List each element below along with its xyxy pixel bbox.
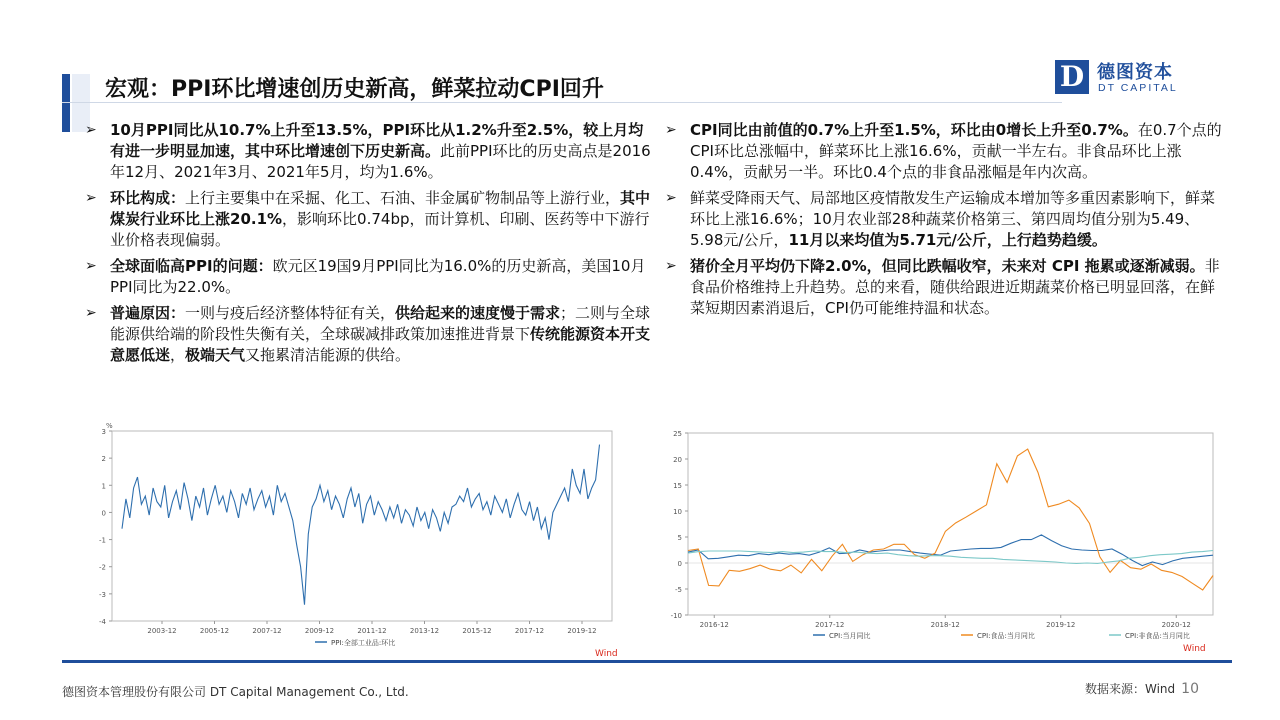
x-tick-label: 2017-12: [815, 621, 845, 629]
x-tick-label: 2015-12: [462, 627, 492, 635]
bullet-text: 此前PPI环比的历史高点是2016年12月、2021年3月、2021年5月，均为1.6%。: [110, 142, 651, 181]
right-text-column: [665, 120, 1225, 324]
y-tick-label: 1: [101, 482, 106, 491]
bullet-bold-text: 普遍原因：: [110, 304, 186, 322]
x-tick-label: 2007-12: [252, 627, 282, 635]
logo-mark: D: [1055, 60, 1089, 94]
bullet-text: 欧元区19国9月PPI同比为16.0%的历史新高，美国10月PPI同比为22.0%。: [110, 257, 646, 296]
y-tick-label: 5: [677, 534, 682, 542]
left-bullet-reasons: [85, 303, 655, 366]
legend-label: CPI:非食品:当月同比: [1125, 632, 1190, 640]
y-tick-label: -2: [99, 563, 106, 572]
bullet-bold-text: 10月PPI同比从10.7%上升至13.5%，PPI环比从1.2%升至2.5%，较上月均有进一步明显加速，其中环比增速创下历史新高。: [110, 121, 644, 160]
bullet-bold-text: 环比构成：: [110, 189, 186, 207]
bullet-bold-text: CPI同比由前值的0.7%上升至1.5%，环比由0增长上升至0.7%。: [690, 121, 1138, 139]
y-tick-label: 10: [673, 508, 682, 516]
footer-source-text: 数据来源：Wind: [1085, 682, 1176, 696]
x-tick-label: 2005-12: [199, 627, 230, 635]
bullet-bold-text: 全球面临高PPI的问题：: [110, 257, 273, 275]
plot-frame: [688, 433, 1213, 615]
bullet-bold-text: 极端天气: [185, 346, 246, 364]
bullet-text: 鲜菜受降雨天气、局部地区疫情散发生产运输成本增加等多重因素影响下，鲜菜环比上涨16.6%；10月农业部28种蔬菜价格第三、第四周均值分别为5.49、5.98元/公斤，: [690, 189, 1216, 249]
y-unit-label: %: [106, 423, 113, 430]
right-bullet-pork: [665, 256, 1225, 319]
bullet-bold-text: 猪价全月平均仍下降2.0%，但同比跌幅收窄，未来对 CPI 拖累或逐渐减弱。: [690, 257, 1205, 275]
bullet-text: 一则与疫后经济整体特征有关，: [185, 304, 396, 322]
right-bullet-vegetables: [665, 188, 1225, 251]
series-line-0: [122, 445, 600, 605]
bullet-text: 非食品价格维持上升趋势。总的来看，随供给跟进近期蔬菜价格已明显回落，在鲜菜短期因素消退后，CPI仍可能维持温和状态。: [690, 257, 1220, 317]
x-tick-label: 2016-12: [699, 621, 729, 629]
bullet-bold-text: 传统能源资本开支意愿低迷: [110, 325, 651, 364]
x-tick-label: 2020-12: [1161, 621, 1191, 629]
cpi-yoy-chart: [663, 423, 1223, 653]
footer-divider: [62, 660, 1232, 663]
bullet-text: 在0.7个点的CPI环比总涨幅中，鲜菜环比上涨16.6%，贡献一半左右。非食品环比上涨0.4%，贡献另一半。环比0.4个点的非食品涨幅是年内次高。: [690, 121, 1222, 181]
company-logo: [1055, 60, 1205, 98]
plot-frame: [112, 431, 612, 621]
x-tick-label: 2017-12: [514, 627, 545, 635]
y-tick-label: 0: [101, 509, 106, 518]
legend-label: PPI:全部工业品:环比: [331, 639, 396, 647]
arrow-bullet-icon: ➢: [85, 258, 97, 274]
arrow-bullet-icon: ➢: [85, 190, 97, 206]
title-divider: [62, 102, 1062, 103]
bullet-text: ，影响环比0.74bp，而计算机、印刷、医药等中下游行业价格表现偏弱。: [110, 210, 650, 249]
arrow-bullet-icon: ➢: [665, 258, 677, 274]
x-tick-label: 2019-12: [1046, 621, 1076, 629]
arrow-bullet-icon: ➢: [665, 122, 677, 138]
ppi-mom-chart: [90, 423, 630, 663]
bullet-text: 又拖累清洁能源的供给。: [245, 346, 411, 364]
y-tick-label: -4: [99, 618, 106, 626]
legend-label: CPI:食品:当月同比: [977, 632, 1035, 640]
legend-label: CPI:当月同比: [829, 632, 871, 640]
right-bullet-cpi: [665, 120, 1225, 183]
series-line-0: [688, 535, 1213, 566]
y-tick-label: 3: [101, 428, 106, 436]
y-tick-label: 0: [677, 560, 682, 568]
chart-source-label: Wind: [595, 649, 618, 659]
ppi-chart-svg: [90, 423, 630, 663]
x-tick-label: 2009-12: [304, 627, 335, 635]
logo-chinese-name: 德图资本: [1097, 62, 1173, 83]
y-tick-label: -3: [99, 590, 106, 599]
x-tick-label: 2019-12: [567, 627, 597, 635]
bullet-text: 上行主要集中在采掘、化工、石油、非金属矿物制品等上游行业，: [185, 189, 621, 207]
logo-english-name: DT CAPITAL: [1098, 82, 1178, 94]
x-tick-label: 2018-12: [930, 621, 960, 629]
left-bullet-ppi: [85, 120, 655, 183]
x-tick-label: 2003-12: [147, 627, 177, 635]
left-bullet-composition: [85, 188, 655, 251]
y-tick-label: -10: [670, 612, 682, 620]
x-tick-label: 2013-12: [409, 627, 440, 635]
bullet-bold-text: 11月以来均值为5.71元/公斤，上行趋势趋缓。: [788, 231, 1107, 249]
arrow-bullet-icon: ➢: [85, 122, 97, 138]
left-text-column: [85, 120, 655, 371]
bullet-bold-text: 其中煤炭行业环比上涨20.1%: [110, 189, 651, 228]
cpi-chart-svg: [663, 423, 1223, 653]
y-tick-label: -5: [675, 586, 682, 594]
title-accent-bar: [62, 74, 70, 132]
footer-source: [1085, 680, 1199, 697]
bullet-text: ；二则与全球能源供给端的阶段性失衡有关，全球碳减排政策加速推进背景下: [110, 304, 651, 343]
arrow-bullet-icon: ➢: [665, 190, 677, 206]
chart-source-label: Wind: [1183, 644, 1206, 653]
arrow-bullet-icon: ➢: [85, 305, 97, 321]
bullet-bold-text: 供给起来的速度慢于需求: [395, 304, 561, 322]
left-bullet-global: [85, 256, 655, 298]
page-title: 宏观：PPI环比增速创历史新高，鲜菜拉动CPI回升: [105, 77, 604, 102]
footer-company: 德图资本管理股份有限公司 DT Capital Management Co., Ltd.: [62, 685, 409, 699]
y-tick-label: 20: [673, 456, 682, 464]
y-tick-label: 2: [101, 455, 106, 464]
page-number: 10: [1181, 681, 1199, 697]
bullet-text: ，: [170, 346, 186, 364]
y-tick-label: 25: [673, 430, 682, 438]
x-tick-label: 2011-12: [357, 627, 387, 635]
y-tick-label: 15: [673, 482, 682, 490]
series-line-1: [688, 449, 1213, 590]
y-tick-label: -1: [99, 536, 106, 545]
